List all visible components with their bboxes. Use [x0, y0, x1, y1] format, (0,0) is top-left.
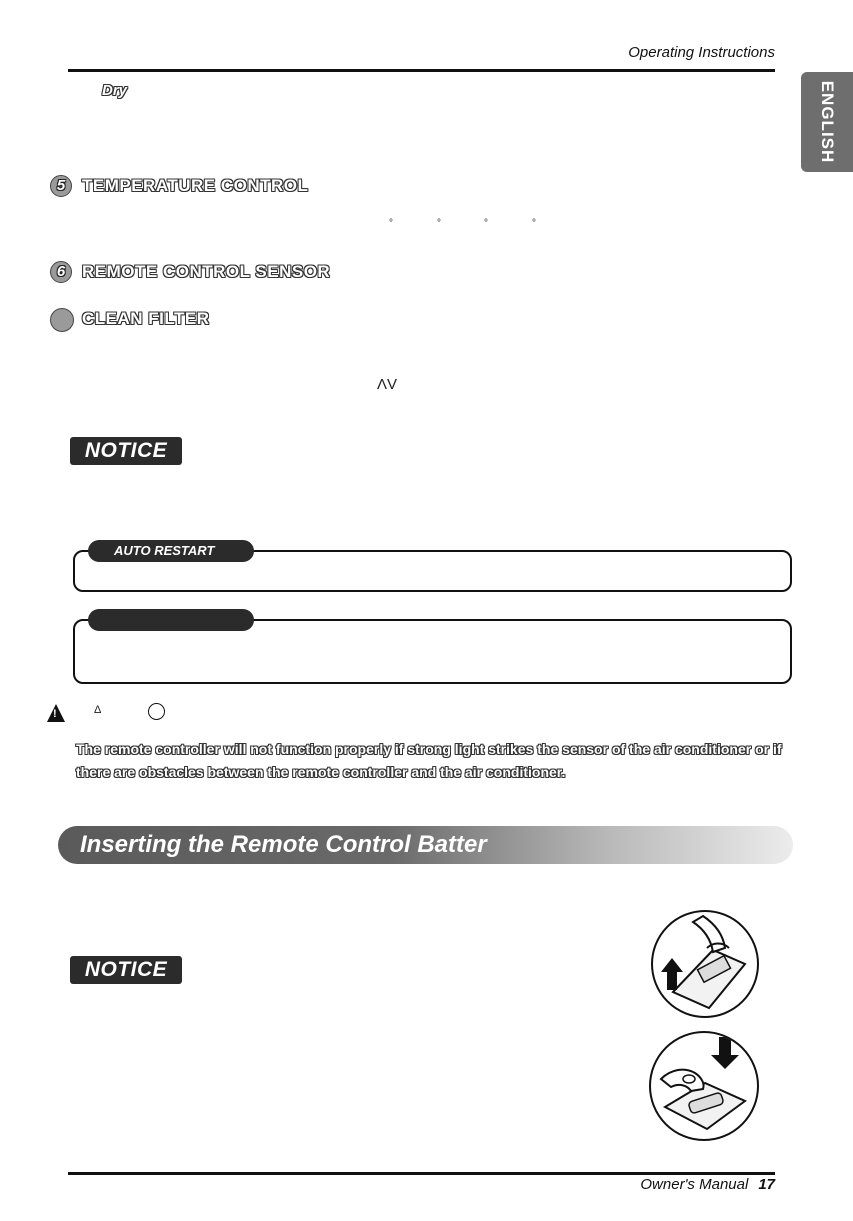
warning-text: The remote controller will not function properly if strong light strikes the sensor of the air conditioner or if there are obstacles between the remote controller and the air conditioner.: [76, 741, 782, 780]
circle-icon: [148, 703, 165, 720]
header-rule: [68, 69, 775, 72]
section-title-clean-filter: CLEAN FILTER: [82, 309, 210, 328]
battery-cover-open-illustration: [651, 910, 759, 1018]
up-down-arrows-icon: ΛV: [377, 376, 398, 393]
battery-cover-open-drawing: [653, 912, 757, 1016]
degree-symbol: °: [437, 218, 441, 229]
auto-restart-label: AUTO RESTART: [88, 540, 254, 562]
section-title-temperature-control: TEMPERATURE CONTROL: [82, 176, 309, 195]
section-number-6: 6: [50, 261, 72, 283]
page-number: 17: [758, 1176, 775, 1193]
footer: [640, 1176, 775, 1193]
degree-symbol: °: [532, 218, 536, 229]
section-number-5: 5: [50, 175, 72, 197]
battery-insert-illustration: [649, 1031, 759, 1141]
language-tab: [801, 72, 853, 172]
banner-title: Inserting the Remote Control Batter: [80, 831, 487, 858]
degree-symbol: °: [389, 218, 393, 229]
degree-symbol: °: [484, 218, 488, 229]
small-triangle-icon: Δ: [94, 704, 102, 716]
header-title: Operating Instructions: [628, 44, 775, 61]
battery-insert-drawing: [651, 1033, 757, 1139]
info-box-label: [88, 609, 254, 631]
section-title-remote-control-sensor: REMOTE CONTROL SENSOR: [82, 262, 331, 281]
notice-badge-2: NOTICE: [70, 956, 182, 984]
language-tab-label: ENGLISH: [818, 80, 837, 164]
section-number-clean-filter: [50, 308, 74, 332]
dry-label: Dry: [102, 82, 128, 99]
notice-badge: NOTICE: [70, 437, 182, 465]
warning-exclamation-icon: !: [53, 708, 57, 720]
footer-rule: [68, 1172, 775, 1175]
footer-label: Owner's Manual: [640, 1176, 749, 1193]
